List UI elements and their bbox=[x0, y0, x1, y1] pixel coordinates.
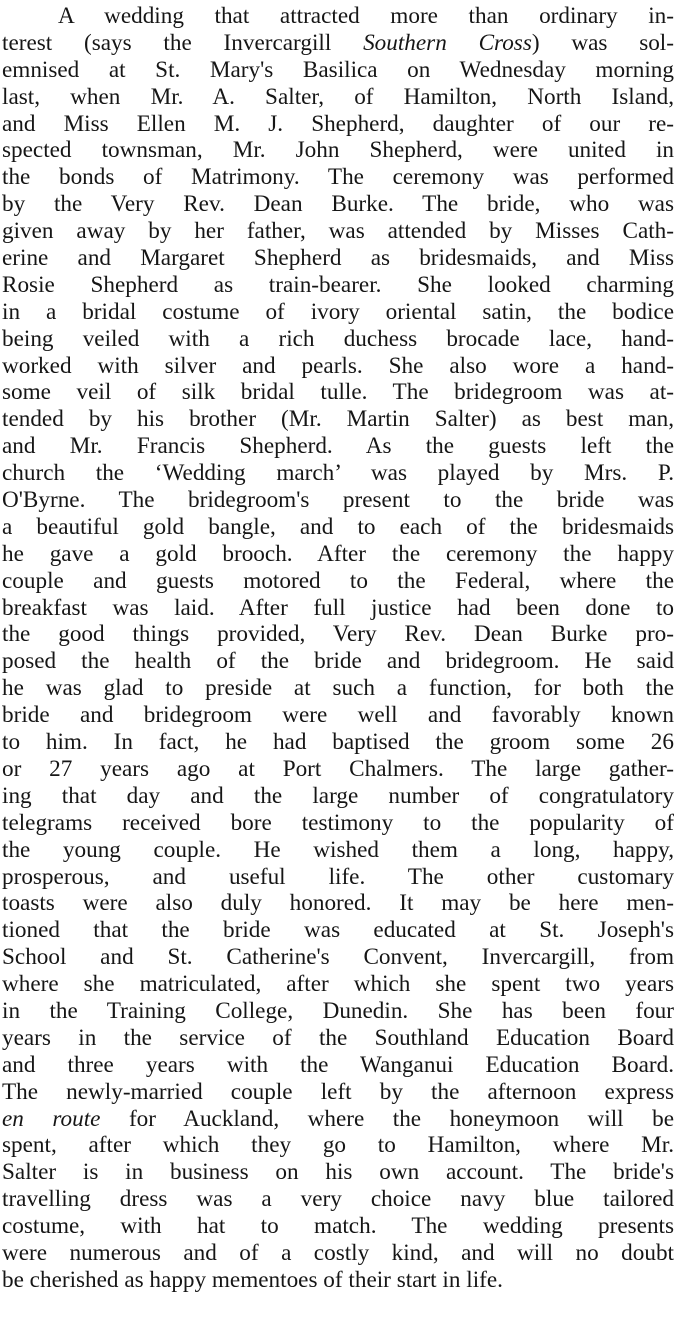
article-line: ing that day and the large number of congratulatory bbox=[2, 782, 674, 809]
article-line: bride and bridegroom were well and favorably known bbox=[2, 702, 674, 729]
article-line: in a bridal costume of ivory oriental satin, the bodice bbox=[2, 298, 674, 325]
article-line: tioned that the bride was educated at St. Joseph's bbox=[2, 917, 674, 944]
article-body bbox=[2, 3, 674, 1294]
article-line: spent, after which they go to Hamilton, where Mr. bbox=[2, 1132, 674, 1159]
article-line: School and St. Catherine's Convent, Invercargill, from bbox=[2, 944, 674, 971]
article-line: en route for Auckland, where the honeymoon will be bbox=[2, 1105, 674, 1132]
article-line: church the ‘Wedding march’ was played by Mrs. P. bbox=[2, 460, 674, 487]
article-line: couple and guests motored to the Federal, where the bbox=[2, 567, 674, 594]
article-line: O'Byrne. The bridegroom's present to the bride was bbox=[2, 487, 674, 514]
article-line: by the Very Rev. Dean Burke. The bride, who was bbox=[2, 191, 674, 218]
article-line: breakfast was laid. After full justice had been done to bbox=[2, 594, 674, 621]
article-line: being veiled with a rich duchess brocade lace, hand- bbox=[2, 325, 674, 352]
article-line: the bonds of Matrimony. The ceremony was performed bbox=[2, 164, 674, 191]
article-line: Rosie Shepherd as train-bearer. She looked charming bbox=[2, 271, 674, 298]
article-line: were numerous and of a costly kind, and will no doubt bbox=[2, 1239, 674, 1266]
article-line: and Mr. Francis Shepherd. As the guests left the bbox=[2, 433, 674, 460]
italic-phrase: Southern Cross bbox=[363, 29, 532, 56]
article-line: given away by her father, was attended by Misses Cath- bbox=[2, 218, 674, 245]
article-line: a beautiful gold bangle, and to each of the bridesmaids bbox=[2, 513, 674, 540]
article-line: terest (says the Invercargill Southern Cross) was sol- bbox=[2, 29, 674, 56]
article-line: emnised at St. Mary's Basilica on Wednesday morning bbox=[2, 56, 674, 83]
article-line: and Miss Ellen M. J. Shepherd, daughter of our re- bbox=[2, 110, 674, 137]
article-line: The newly-married couple left by the afternoon express bbox=[2, 1078, 674, 1105]
article-line: be cherished as happy mementoes of their start in life. bbox=[2, 1266, 503, 1293]
article-line: erine and Margaret Shepherd as bridesmaids, and Miss bbox=[2, 245, 674, 272]
italic-phrase: en route bbox=[2, 1105, 101, 1132]
article-line: posed the health of the bride and bridegroom. He said bbox=[2, 648, 674, 675]
article-line: spected townsman, Mr. John Shepherd, were united in bbox=[2, 137, 674, 164]
article-line: tended by his brother (Mr. Martin Salter) as best man, bbox=[2, 406, 674, 433]
article-line: years in the service of the Southland Education Board bbox=[2, 1024, 674, 1051]
article-line: Salter is in business on his own account. The bride's bbox=[2, 1159, 674, 1186]
article-line: he gave a gold brooch. After the ceremony the happy bbox=[2, 540, 674, 567]
article-line: or 27 years ago at Port Chalmers. The large gather- bbox=[2, 755, 674, 782]
article-line: in the Training College, Dunedin. She has been four bbox=[2, 997, 674, 1024]
article-line: prosperous, and useful life. The other customary bbox=[2, 863, 674, 890]
article-line: he was glad to preside at such a function, for both the bbox=[2, 675, 674, 702]
article-line: last, when Mr. A. Salter, of Hamilton, North Island, bbox=[2, 83, 674, 110]
article-line: travelling dress was a very choice navy blue tailored bbox=[2, 1186, 674, 1213]
article-line: where she matriculated, after which she spent two years bbox=[2, 971, 674, 998]
article-line: and three years with the Wanganui Education Board. bbox=[2, 1051, 674, 1078]
article-line: the good things provided, Very Rev. Dean Burke pro- bbox=[2, 621, 674, 648]
article-line: telegrams received bore testimony to the popularity of bbox=[2, 809, 674, 836]
article-line: the young couple. He wished them a long, happy, bbox=[2, 836, 674, 863]
article-line: costume, with hat to match. The wedding presents bbox=[2, 1213, 674, 1240]
article-line: A wedding that attracted more than ordinary in- bbox=[58, 3, 674, 29]
article-line: some veil of silk bridal tulle. The bridegroom was at- bbox=[2, 379, 674, 406]
article-line: worked with silver and pearls. She also wore a hand- bbox=[2, 352, 674, 379]
article-line: toasts were also duly honored. It may be here men- bbox=[2, 890, 674, 917]
article-line: to him. In fact, he had baptised the groom some 26 bbox=[2, 729, 674, 756]
